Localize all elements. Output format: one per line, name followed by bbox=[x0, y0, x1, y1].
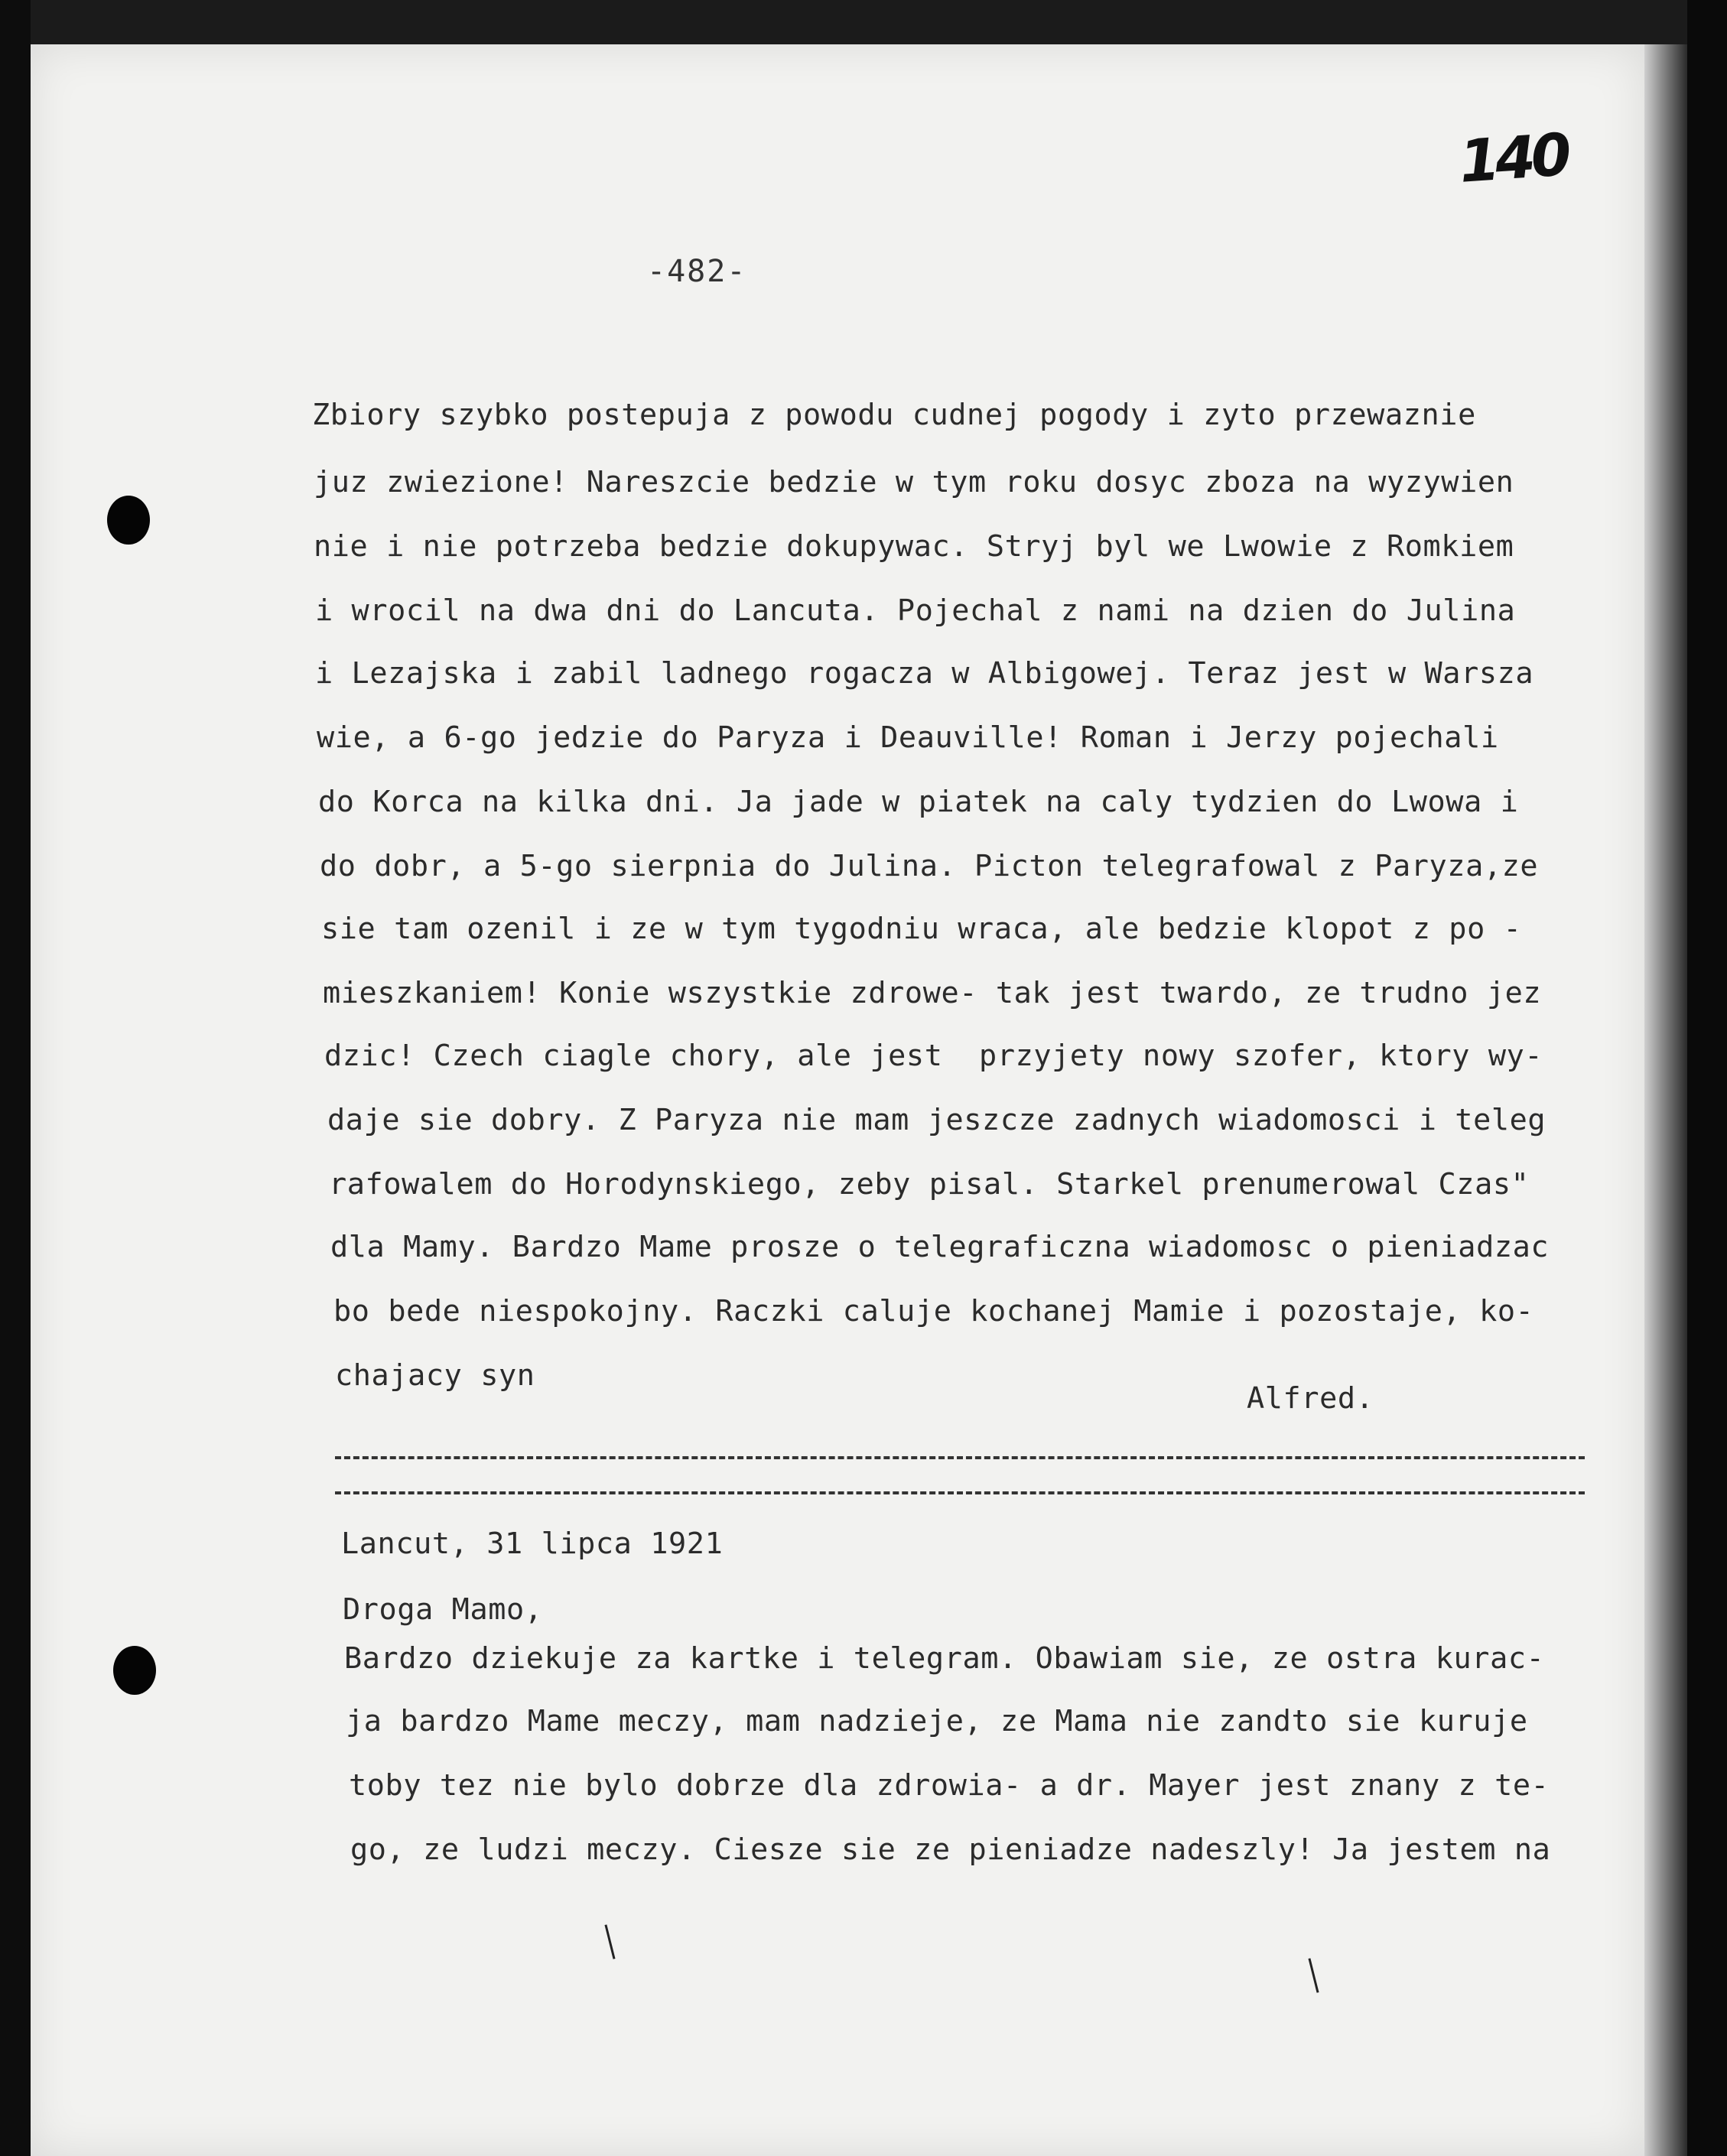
body-line: sie tam ozenil i ze w tym tygodniu wraca, ale bedzie klopot z po - bbox=[321, 912, 1522, 946]
page-number: -482- bbox=[647, 254, 747, 289]
body-line: ja bardzo Mame meczy, mam nadzieje, ze Mama nie zandto sie kuruje bbox=[346, 1704, 1528, 1738]
body-line: i wrocil na dwa dni do Lancuta. Pojechal z nami na dzien do Julina bbox=[315, 593, 1516, 628]
punch-hole-top bbox=[107, 496, 150, 545]
body-line: dzic! Czech ciagle chory, ale jest przyjety nowy szofer, ktory wy- bbox=[324, 1039, 1543, 1073]
body-line: rafowalem do Horodynskiego, zeby pisal. Starkel prenumerowal Czas" bbox=[329, 1167, 1530, 1202]
body-line: chajacy syn bbox=[335, 1358, 535, 1393]
body-line: do Korca na kilka dni. Ja jade w piatek na caly tydzien do Lwowa i bbox=[318, 785, 1519, 819]
punch-hole-bottom bbox=[113, 1646, 156, 1695]
sheet-edge bbox=[1644, 44, 1687, 2156]
film-left-border bbox=[0, 0, 31, 2156]
body-line: do dobr, a 5-go sierpnia do Julina. Picton telegrafowal z Paryza,ze bbox=[320, 849, 1539, 883]
body-line: Bardzo dziekuje za kartke i telegram. Obawiam sie, ze ostra kurac- bbox=[344, 1641, 1545, 1676]
archive-folio-number: 140 bbox=[1457, 120, 1569, 196]
film-right-border bbox=[1687, 0, 1727, 2156]
signature: Alfred. bbox=[1247, 1381, 1374, 1416]
body-line: i Lezajska i zabil ladnego rogacza w Albigowej. Teraz jest w Warsza bbox=[315, 656, 1534, 691]
letter-salutation: Droga Mamo, bbox=[343, 1592, 543, 1627]
body-line: bo bede niespokojny. Raczki caluje kochanej Mamie i pozostaje, ko- bbox=[333, 1294, 1534, 1328]
body-line: daje sie dobry. Z Paryza nie mam jeszcze zadnych wiadomosci i teleg bbox=[327, 1103, 1546, 1137]
body-line: Zbiory szybko postepuja z powodu cudnej pogody i zyto przewaznie bbox=[312, 398, 1476, 432]
body-line: mieszkaniem! Konie wszystkie zdrowe- tak jest twardo, ze trudno jez bbox=[323, 976, 1542, 1010]
letter-place-date: Lancut, 31 lipca 1921 bbox=[341, 1527, 724, 1561]
body-line: toby tez nie bylo dobrze dla zdrowia- a dr. Mayer jest znany z te- bbox=[349, 1768, 1550, 1803]
body-line: dla Mamy. Bardzo Mame prosze o telegraficzna wiadomosc o pieniadzac bbox=[330, 1230, 1550, 1264]
body-line: go, ze ludzi meczy. Ciesze sie ze pieniadze nadeszly! Ja jestem na bbox=[350, 1832, 1551, 1867]
section-separator bbox=[335, 1456, 1585, 1459]
section-separator-line bbox=[335, 1491, 1585, 1494]
body-line: wie, a 6-go jedzie do Paryza i Deauville! Roman i Jerzy pojechali bbox=[317, 720, 1499, 755]
body-line: nie i nie potrzeba bedzie dokupywac. Stryj byl we Lwowie z Romkiem bbox=[314, 529, 1514, 564]
body-line: juz zwiezione! Nareszcie bedzie w tym roku dosyc zboza na wyzywien bbox=[314, 465, 1514, 499]
